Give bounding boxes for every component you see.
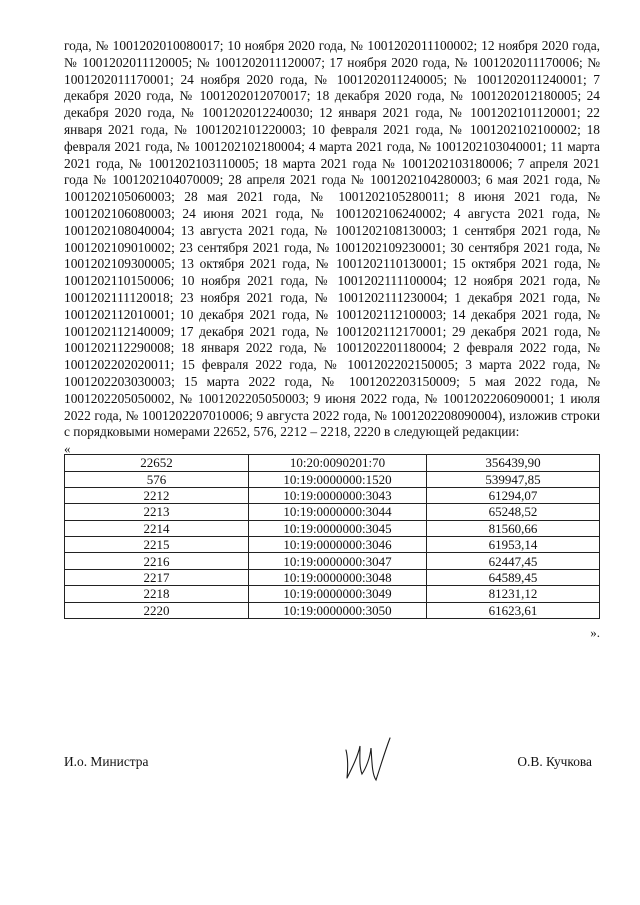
row-number-cell: 2214 [65,520,249,536]
row-number-cell: 2220 [65,602,249,618]
cadastral-number-cell: 10:19:0000000:3044 [249,504,427,520]
cadastral-number-cell: 10:19:0000000:3046 [249,537,427,553]
table-row [65,569,600,585]
signature-row [64,754,600,774]
row-number-cell: 2213 [65,504,249,520]
value-cell: 356439,90 [427,455,600,471]
cadastral-number-cell: 10:19:0000000:3049 [249,586,427,602]
table-row [65,537,600,553]
records-table-body [65,455,600,619]
table-row [65,471,600,487]
value-cell: 65248,52 [427,504,600,520]
row-number-cell: 576 [65,471,249,487]
table-row [65,586,600,602]
row-number-cell: 2212 [65,487,249,503]
value-cell: 61294,07 [427,487,600,503]
cadastral-number-cell: 10:19:0000000:3043 [249,487,427,503]
table-row [65,602,600,618]
signer-position: И.о. Министра [64,754,149,769]
value-cell: 61623,61 [427,602,600,618]
value-cell: 539947,85 [427,471,600,487]
row-number-cell: 2216 [65,553,249,569]
row-number-cell: 2217 [65,569,249,585]
value-cell: 61953,14 [427,537,600,553]
cadastral-number-cell: 10:19:0000000:3050 [249,602,427,618]
table-row [65,520,600,536]
row-number-cell: 2218 [65,586,249,602]
signer-name: О.В. Кучкова [517,754,592,769]
document-page [64,38,600,641]
records-table [64,454,600,619]
cadastral-number-cell: 10:20:0090201:70 [249,455,427,471]
table-row [65,487,600,503]
value-cell: 62447,45 [427,553,600,569]
body-paragraph: года, № 1001202010080017; 10 ноября 2020 года, № 1001202011100002; 12 ноября 2020 года, № 1001202011120005; № 1001202011120007; 17 ноября 2020 года, № 1001202011170006; № 1001202011170001; 24 ноября 2020 года, № 1001202011240005; № 1001202011240001; 7 декабря 2020 года, № 1001202012070017; 18 декабря 2020 года, № 1001202012180005; 24 декабря 2020 года, № 1001202012240030; 12 января 2021 года, № 1001202101120001; 22 января 2021 года, № 1001202101220003; 10 февраля 2021 года, № 1001202102100002; 18 февраля 2021 года, № 1001202102180004; 4 марта 2021 года, № 1001202103040001; 11 марта 2021 года, № 1001202103110005; 18 марта 2021 года № 1001202103180006; 7 апреля 2021 года № 1001202104070009; 28 апреля 2021 года № 1001202104280003; 6 мая 2021 года, № 1001202105060003; 28 мая 2021 года, № 1001202105280011; 8 июня 2021 года, № 1001202106080003; 24 июня 2021 года, № 1001202106240002; 4 августа 2021 года, № 1001202108040004; 13 августа 2021 года, № 1001202108130003; 1 сентября 2021 года, № 1001202109010002; 23 сентября 2021 года, № 1001202109230001; 30 сентября 2021 года, № 1001202109300005; 13 октября 2021 года, № 1001202110130001; 15 октября 2021 года, № 1001202110150006; 10 ноября 2021 года, № 1001202111100004; 12 ноября 2021 года, № 1001202111120018; 23 ноября 2021 года, № 1001202111230004; 1 декабря 2021 года, № 1001202112010001; 10 декабря 2021 года, № 1001202112100003; 14 декабря 2021 года, № 1001202112140009; 17 декабря 2021 года, № 1001202112170001; 29 декабря 2021 года, № 1001202112290008; 18 января 2022 года, № 1001202201180004; 2 февраля 2022 года, № 1001202202020011; 15 февраля 2022 года, № 1001202202150005; 3 марта 2022 года, № 1001202203030003; 15 марта 2022 года, № 1001202203150009; 5 мая 2022 года, № 1001202205050002, № 1001202205050003; 9 июня 2022 года, № 1001202206090001; 1 июля 2022 года, № 1001202207010006; 9 августа 2022 года, № 1001202208090004), изложив строки с порядковыми номерами 22652, 576, 2212 – 2218, 2220 в следующей редакции: [64,38,600,440]
cadastral-number-cell: 10:19:0000000:3045 [249,520,427,536]
opening-quote: « [64,441,71,457]
table-row [65,455,600,471]
row-number-cell: 2215 [65,537,249,553]
cadastral-number-cell: 10:19:0000000:1520 [249,471,427,487]
table-row [65,553,600,569]
value-cell: 81560,66 [427,520,600,536]
table-row [65,504,600,520]
row-number-cell: 22652 [65,455,249,471]
closing-quote: ». [590,625,600,641]
value-cell: 81231,12 [427,586,600,602]
cadastral-number-cell: 10:19:0000000:3047 [249,553,427,569]
value-cell: 64589,45 [427,569,600,585]
cadastral-number-cell: 10:19:0000000:3048 [249,569,427,585]
